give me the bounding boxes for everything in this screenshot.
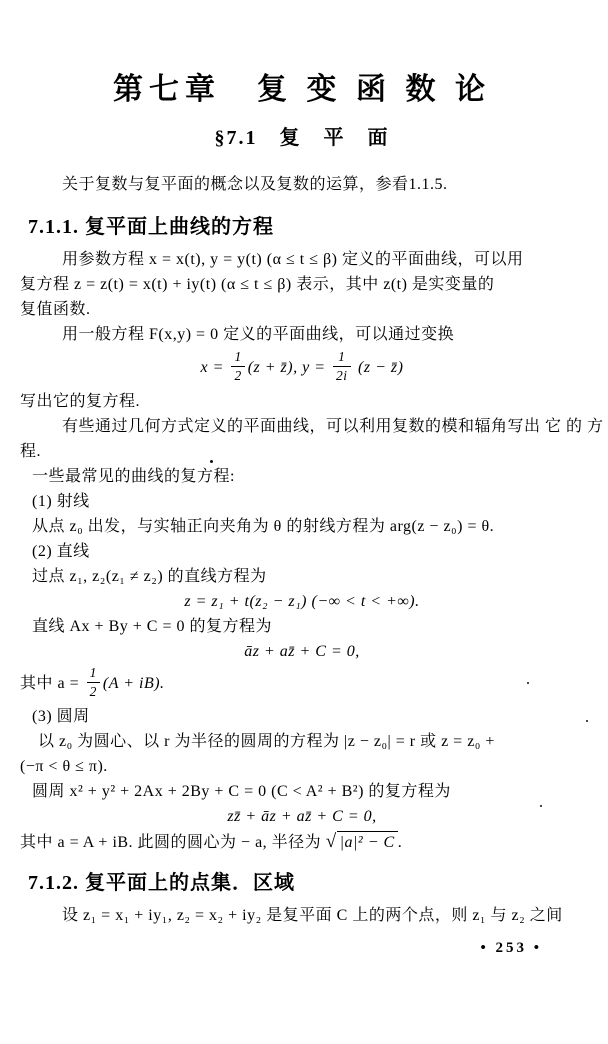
formula-segment: 其中 a = A + iB. 此圆的圆心为 − a, 半径为 <box>20 834 326 851</box>
paragraph-line: 写出它的复方程. <box>20 393 141 410</box>
paragraph-line: 有些通过几何方式定义的平面曲线，可以利用复数的模和辐角写出 它 的 方 <box>62 418 604 435</box>
list-item-ray-text: 从点 z₀ 出发，与实轴正向夹角为 θ 的射线方程为 arg(z − z₀) = θ. <box>32 518 495 535</box>
fraction-numerator: 1 <box>87 665 100 683</box>
formula-segment: x = <box>200 359 229 376</box>
intro-paragraph: 关于复数与复平面的概念以及复数的运算，参看1.1.5. <box>62 176 448 193</box>
formula-segment: (z + z̄), y = <box>247 359 331 376</box>
heading-7-1-1: 7.1.1. 复平面上曲线的方程 <box>28 216 274 238</box>
list-item-circle-text: (−π < θ ≤ π). <box>20 758 108 775</box>
fraction-denominator: 2 <box>234 367 242 383</box>
paragraph-line: 设 z₁ = x₁ + iy₁, z₂ = x₂ + iy₂ 是复平面 C 上的两个点，则 z₁ 与 z₂ 之间 <box>62 907 563 924</box>
circle-complex-formula: zz̄ + āz + az̄ + C = 0, <box>227 808 377 825</box>
list-item-line-text: 过点 z₁, z₂(z₁ ≠ z₂) 的直线方程为 <box>32 568 267 585</box>
paragraph-line: 直线 Ax + By + C = 0 的复方程为 <box>32 618 272 635</box>
list-item-ray-title: (1) 射线 <box>32 493 90 510</box>
scan-speck <box>540 805 542 807</box>
scan-speck <box>210 460 213 463</box>
formula-segment: (z − z̄) <box>353 359 404 376</box>
list-item-circle-text: 以 z₀ 为圆心、以 r 为半径的圆周的方程为 |z − z₀| = r 或 z = z₀ + <box>38 733 495 750</box>
paragraph-line: 程. <box>20 443 42 460</box>
paragraph-line: 复值函数. <box>20 301 91 318</box>
fraction-denominator: 2 <box>89 683 97 699</box>
formula-segment: . <box>397 834 403 851</box>
scan-speck <box>586 720 588 722</box>
fraction <box>87 665 100 699</box>
line-complex-formula: āz + az̄ + C = 0, <box>244 643 360 660</box>
fraction-numerator: 1 <box>333 349 351 367</box>
line-parametric-formula: z = z₁ + t(z₂ − z₁) (−∞ < t < +∞). <box>184 593 420 610</box>
paragraph-line: 用一般方程 F(x,y) = 0 定义的平面曲线，可以通过变换 <box>62 326 455 343</box>
where-clause-1 <box>20 664 584 704</box>
scanned-book-page <box>0 70 608 957</box>
fraction <box>231 349 244 383</box>
where-clause-2 <box>20 829 584 855</box>
paragraph-line: 一些最常见的曲线的复方程: <box>32 468 235 485</box>
page-number: • 253 • <box>480 940 542 956</box>
list-item-circle-title: (3) 圆周 <box>32 708 90 725</box>
transform-formula <box>20 347 584 389</box>
paragraph-line: 圆周 x² + y² + 2Ax + 2By + C = 0 (C < A² + B²) 的复方程为 <box>32 783 451 800</box>
radicand: |a|² − C <box>337 831 398 851</box>
fraction-denominator: 2i <box>336 367 348 383</box>
formula-segment: 其中 a = <box>20 675 84 692</box>
paragraph-line: 用参数方程 x = x(t), y = y(t) (α ≤ t ≤ β) 定义的平面曲线，可以用 <box>62 251 524 268</box>
heading-7-1-2: 7.1.2. 复平面上的点集．区域 <box>28 872 295 894</box>
formula-segment: (A + iB). <box>102 675 165 692</box>
section-title: §7.1 复 平 面 <box>214 127 390 149</box>
fraction-numerator: 1 <box>231 349 244 367</box>
list-item-line-title: (2) 直线 <box>32 543 90 560</box>
fraction <box>333 349 351 383</box>
scan-speck <box>527 682 529 684</box>
chapter-title: 第七章 复 变 函 数 论 <box>113 73 491 106</box>
paragraph-line: 复方程 z = z(t) = x(t) + iy(t) (α ≤ t ≤ β) 表示，其中 z(t) 是实变量的 <box>20 276 495 293</box>
radical-sign: √ <box>325 831 337 852</box>
